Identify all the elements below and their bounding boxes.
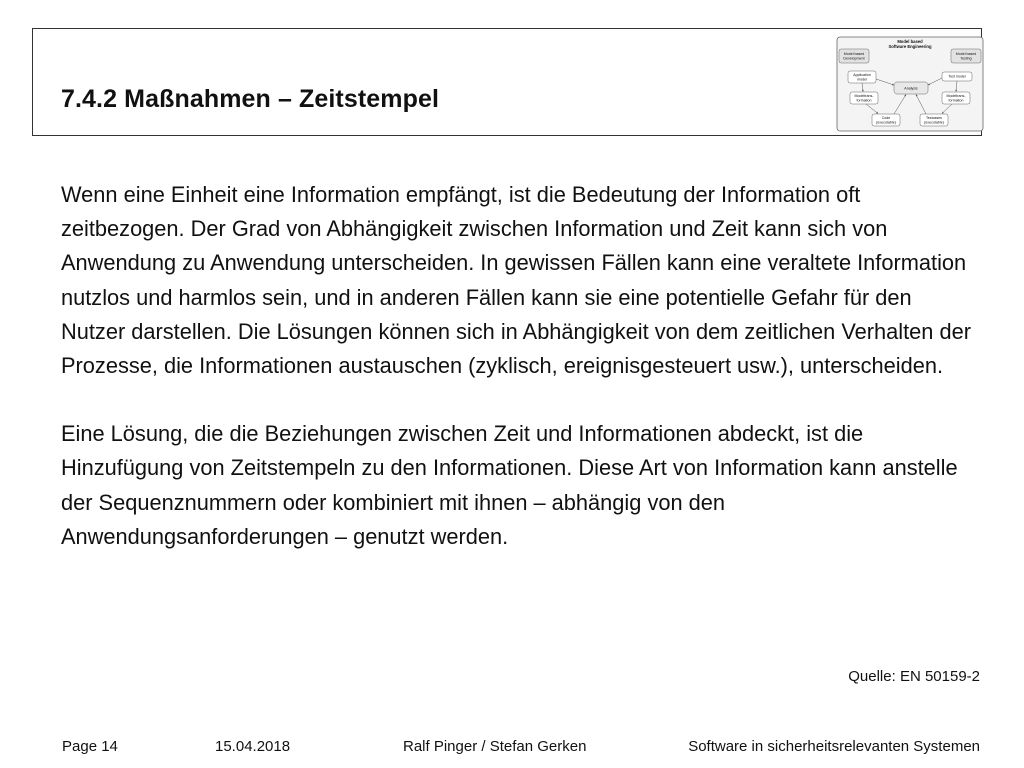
slide-body — [61, 178, 981, 554]
node-mbd-line2: Development — [843, 56, 865, 61]
node-mt-left-line2: formation — [856, 98, 872, 103]
node-analysis-label: Analysis — [904, 86, 918, 91]
source-citation: Quelle: EN 50159-2 — [848, 668, 980, 685]
node-mt-right-line1: Modeltrans- — [946, 94, 966, 98]
diagram-title-line1: Model based — [897, 39, 923, 44]
body-paragraph-1: Wenn eine Einheit eine Information empfängt, ist die Bedeutung der Information oft zeitbezogen. Der Grad von Abhängigkeit zwischen Information und Zeit kann sich von Anwendung zu Anwendung unterscheiden. In gewissen Fällen kann eine veraltete Information nutzlos und harmlos sein, und in anderen Fällen kann sie eine potentielle Gefahr für den Nutzer darstellen. Die Lösungen können sich in Abhängigkeit von dem zeitlichen Verhalten der Prozesse, die Informationen austauschen (zyklisch, ereignisgesteuert usw.), unterscheiden. — [61, 182, 971, 379]
node-application-line1: Application — [853, 73, 871, 77]
node-code-line1: Code — [881, 116, 891, 120]
node-test-model-label: Test model — [948, 74, 966, 79]
node-mt-right-line2: formation — [948, 98, 964, 103]
footer-page-number: Page 14 — [62, 738, 118, 755]
node-mbt-line1: Model based — [955, 52, 977, 56]
footer-date: 15.04.2018 — [215, 738, 291, 755]
mbse-diagram — [836, 36, 984, 132]
node-code-line2: (executable) — [876, 120, 896, 125]
node-mbt-line2: Testing — [960, 56, 972, 61]
footer-course-title: Software in sicherheitsrelevanten Systemen — [688, 738, 980, 755]
node-mbd-line1: Model based — [843, 52, 865, 56]
node-application-line2: model — [857, 77, 867, 82]
node-mt-left-line1: Modeltrans- — [854, 94, 874, 98]
header-box — [32, 28, 982, 136]
footer-authors: Ralf Pinger / Stefan Gerken — [403, 738, 587, 755]
diagram-title-line2: Software Engineering — [888, 44, 932, 49]
body-paragraph-2: Eine Lösung, die die Beziehungen zwischen Zeit und Informationen abdeckt, ist die Hinzufügung von Zeitstempeln zu den Informationen. Diese Art von Information kann anstelle der Sequenznummern oder kombiniert mit ihnen – abhängig von den Anwendungsanforderungen – genutzt werden. — [61, 421, 958, 549]
slide-title: 7.4.2 Maßnahmen – Zeitstempel — [61, 85, 440, 113]
node-testcases-line2: (executable) — [924, 120, 944, 125]
node-testcases-line1: Testcases — [926, 116, 942, 120]
